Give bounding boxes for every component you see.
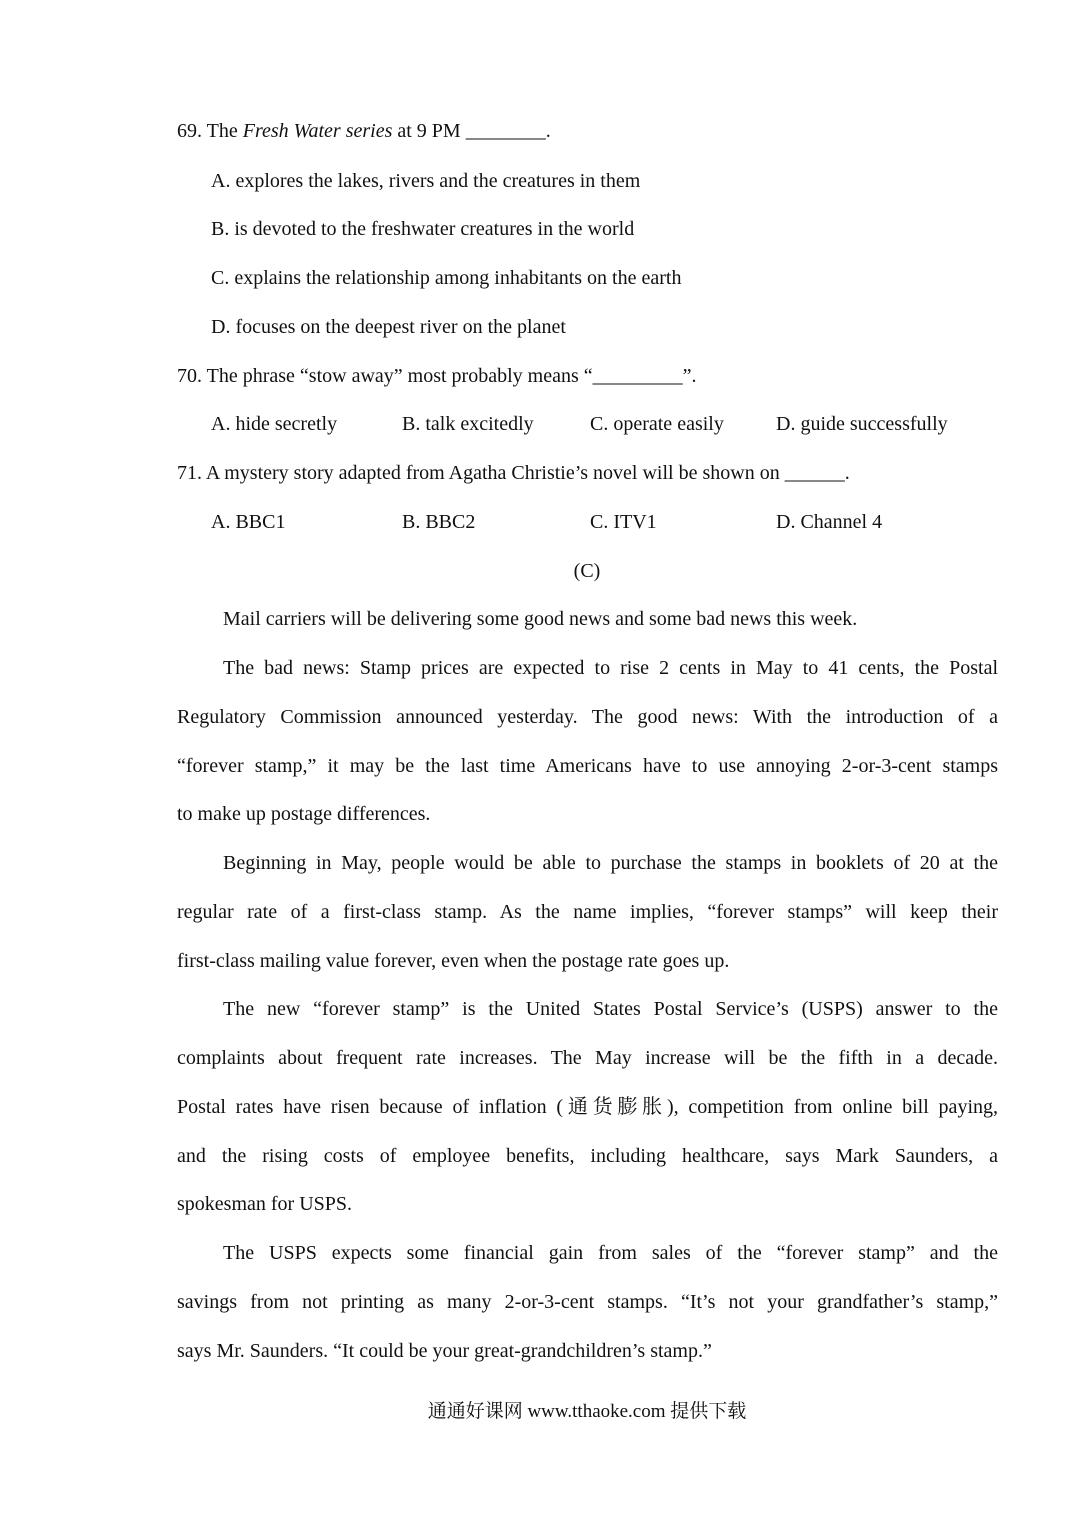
passage-paragraph-4-line: and the rising costs of employee benefits, including healthcare, says Mark Saunders, a bbox=[177, 1145, 998, 1167]
question-71-option-a: A. BBC1 bbox=[211, 511, 286, 533]
passage-paragraph-5-line: says Mr. Saunders. “It could be your great-grandchildren’s stamp.” bbox=[177, 1340, 712, 1362]
passage-paragraph-3-line: Beginning in May, people would be able to purchase the stamps in booklets of 20 at the bbox=[223, 852, 998, 874]
question-70-option-b: B. talk excitedly bbox=[402, 413, 534, 435]
passage-paragraph-2-line: to make up postage differences. bbox=[177, 803, 431, 825]
question-69-option-a: A. explores the lakes, rivers and the creatures in them bbox=[211, 170, 641, 192]
question-69-option-b: B. is devoted to the freshwater creatures in the world bbox=[211, 218, 635, 240]
passage-paragraph-4-line: complaints about frequent rate increases. The May increase will be the fifth in a decade. bbox=[177, 1047, 998, 1069]
question-69-stem: 69. The Fresh Water series at 9 PM ________. bbox=[177, 120, 551, 142]
page-footer: 通通好课网 www.tthaoke.com 提供下载 bbox=[427, 1401, 747, 1422]
question-70-option-d: D. guide successfully bbox=[776, 413, 948, 435]
question-69-option-c: C. explains the relationship among inhabitants on the earth bbox=[211, 267, 682, 289]
question-70-option-c: C. operate easily bbox=[590, 413, 724, 435]
question-71-option-d: D. Channel 4 bbox=[776, 511, 883, 533]
passage-paragraph-4-line: spokesman for USPS. bbox=[177, 1193, 353, 1215]
question-71-option-b: B. BBC2 bbox=[402, 511, 476, 533]
passage-paragraph-3-line: first-class mailing value forever, even when the postage rate goes up. bbox=[177, 950, 730, 972]
passage-paragraph-4-line: Postal rates have risen because of inflation (通货膨胀), competition from online bill paying, bbox=[177, 1096, 998, 1118]
passage-paragraph-1: Mail carriers will be delivering some good news and some bad news this week. bbox=[223, 608, 858, 630]
question-69-option-d: D. focuses on the deepest river on the planet bbox=[211, 316, 566, 338]
question-71-option-c: C. ITV1 bbox=[590, 511, 657, 533]
passage-paragraph-5-line: The USPS expects some financial gain from sales of the “forever stamp” and the bbox=[223, 1242, 998, 1264]
question-70-stem: 70. The phrase “stow away” most probably means “_________”. bbox=[177, 365, 697, 387]
passage-paragraph-5-line: savings from not printing as many 2-or-3-cent stamps. “It’s not your grandfather’s stamp,” bbox=[177, 1291, 998, 1313]
section-label: (C) bbox=[573, 560, 601, 582]
passage-paragraph-3-line: regular rate of a first-class stamp. As the name implies, “forever stamps” will keep their bbox=[177, 901, 998, 923]
question-70-option-a: A. hide secretly bbox=[211, 413, 338, 435]
passage-paragraph-4-line: The new “forever stamp” is the United States Postal Service’s (USPS) answer to the bbox=[223, 998, 998, 1020]
passage-paragraph-2-line: The bad news: Stamp prices are expected to rise 2 cents in May to 41 cents, the Postal bbox=[223, 657, 998, 679]
question-69-italic-title: Fresh Water series bbox=[242, 120, 393, 142]
passage-paragraph-2-line: “forever stamp,” it may be the last time Americans have to use annoying 2-or-3-cent stamps bbox=[177, 755, 998, 777]
passage-paragraph-2-line: Regulatory Commission announced yesterday. The good news: With the introduction of a bbox=[177, 706, 998, 728]
question-71-stem: 71. A mystery story adapted from Agatha Christie’s novel will be shown on ______. bbox=[177, 462, 850, 484]
